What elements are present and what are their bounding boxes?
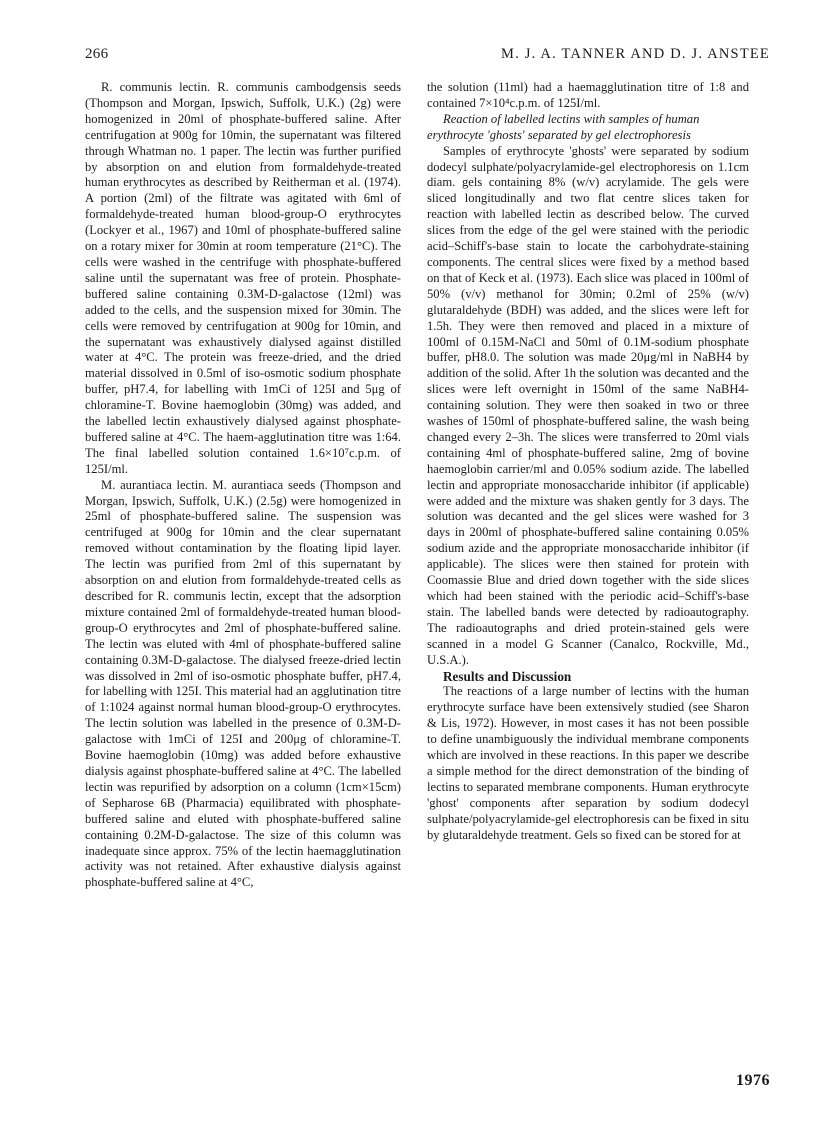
maclura-lectin-paragraph: M. aurantiaca lectin. M. aurantiaca seeds (Thompson and Morgan, Ipswich, Suffolk, U.K.) (2.5g) were homogenized in 25ml of phosphate-buffered saline. The suspension was centrifuged at 900g for 10min and the clear supernatant removed without contamination by the floating lipid layer. The lectin was purified from 2ml of this supernatant by absorption on and elution from formaldehyde-treated cells as described for R. communis lectin, except that the adsorption mixture contained 2ml of formaldehyde-treated human blood-group-O erythrocytes and 2ml of phosphate-buffered saline. The lectin was eluted with 4ml of phosphate-buffered saline containing 0.3M-D-galactose. The dialysed freeze-dried lectin was dissolved in 2ml of iso-osmotic phosphate buffer, pH7.4, for labelling with 125I. This material had an agglutination titre of 1:1024 against normal human blood-group-O erythrocytes. The lectin solution was labelled in the presence of 0.3M-D-galactose with 1mCi of 125I and 200μg of chloramine-T. Bovine haemoglobin (10mg) was added before exhaustive dialysis against phosphate-buffered saline at 4°C. The labelled lectin was repurified by adsorption on a column (1cm×15cm) of Sepharose 6B (Pharmacia) equilibrated with phosphate-buffered saline and eluted with phosphate-buffered saline containing 0.2M-D-galactose. The size of this column was inadequate since approx. 75% of the lectin haemagglutination activity was not retained. After exhaustive dialysis against phosphate-buffered saline at 4°C, <box>85 477 401 890</box>
left-column <box>85 80 401 891</box>
running-head-authors: M. J. A. TANNER AND D. J. ANSTEE <box>501 46 770 62</box>
subsection-heading: Reaction of labelled lectins with samples of human erythrocyte 'ghosts' separated by gel electrophoresis <box>427 111 700 142</box>
results-paragraph: The reactions of a large number of lectins with the human erythrocyte surface have been extensively studied (see Sharon & Lis, 1972). However, in most cases it has not been possible to define unambiguously the individual membrane components which are involved in these reactions. In this paper we describe a simple method for the direct demonstration of the binding of lectins to separated membrane components. Human erythrocyte 'ghost' components after separation by sodium dodecyl sulphate/polyacrylamide-gel electrophoresis can be fixed in situ by glutaraldehyde treatment. Gels so fixed can be stored for at <box>427 684 749 842</box>
footer-year-code: 1976 <box>736 1072 770 1089</box>
ricinus-lectin-paragraph: R. communis lectin. R. communis cambodgensis seeds (Thompson and Morgan, Ipswich, Suffolk, U.K.) (2g) were homogenized in 20ml of phosphate-buffered saline. After centrifugation at 900g for 10min, the supernatant was filtered through Whatman no. 1 paper. The lectin was further purified by absorption on and elution from formaldehyde-treated human erythrocytes as described by Reitherman et al. (1974). A portion (2ml) of the filtrate was agitated with 6ml of formaldehyde-treated human blood-group-O erythrocytes (Lockyer et al., 1967) and 10ml of phosphate-buffered saline on a rotary mixer for 30min at room temperature (21°C). The cells were washed in the centrifuge with phosphate-buffered saline until the supernatant was free of protein. Phosphate-buffered saline containing 0.3M-D-galactose (12ml) was added to the cells, and the suspension mixed for 30min. The cells were removed by centrifugation at 900g for 10min, and the supernatant was exhaustively dialysed against distilled water at 4°C. The protein was freeze-dried, and the dried material dissolved in 0.5ml of iso-osmotic sodium phosphate buffer, pH7.4, for labelling with 1mCi of 125I and 5μg of chloramine-T. Bovine haemoglobin (30mg) was added, and the labelled lectin exhaustively dialysed against phosphate-buffered saline at 4°C. The haem-agglutination titre was 1:64. The final labelled solution contained 1.6×10⁷c.p.m. of 125I/ml. <box>85 80 401 476</box>
right-column <box>427 80 749 844</box>
gel-method-paragraph: Samples of erythrocyte 'ghosts' were separated by sodium dodecyl sulphate/polyacrylamide-gel electrophoresis on 1.1cm diam. gels containing 8% (w/v) acrylamide. The gels were sliced longitudinally and two flat centre slices taken for reaction with labelled lectin as described below. The curved slices from the edge of the gel were stained with the periodic acid–Schiff's-base stain to locate the carbohydrate-staining components. The central slices were fixed by a method based on that of Keck et al. (1973). Each slice was placed in 100ml of 50% (v/v) methanol for 30min; 0.2ml of 25% (w/v) glutaraldehyde (BDH) was added, and the slices were left for 1.5h. They were then removed and placed in a mixture of 100ml of 0.15M-NaCl and 50ml of 0.1M-sodium phosphate buffer, pH8.0. The solution was made 20μg/ml in NaBH4 by addition of the solid. After 1h the solution was decanted and the slices were left overnight in 150ml of the same NaBH4-containing solution. They were then soaked in two or three washes of 150ml of phosphate-buffered saline, the wash being changed every 2–3h. The slices were transferred to 20ml vials containing 4ml of phosphate-buffered saline, 2mg of bovine haemoglobin carrier/ml and 0.05% sodium azide. The labelled lectin and appropriate monosaccharide inhibitor (if applicable) were added and the mixture was shaken gently for 3 days. The solution was decanted and the gel slices were washed for 3 days in 200ml of phosphate-buffered saline containing 0.05% sodium azide and the appropriate monosaccharide inhibitor (if applicable). The slices were then stained for protein with Coomassie Blue and dried down together with the side slices which had been stained with the periodic acid–Schiff's-base stain. The labelled bands were detected by radioautography. The radioautographs and dried protein-stained gels were scanned in a model G Scanner (Canalco, Rockville, Md., U.S.A.). <box>427 143 749 667</box>
page-number: 266 <box>85 46 109 62</box>
section-heading-results: Results and Discussion <box>443 668 572 684</box>
continued-paragraph: the solution (11ml) had a haemagglutination titre of 1:8 and contained 7×10⁴c.p.m. of 125I/ml. <box>427 80 749 110</box>
